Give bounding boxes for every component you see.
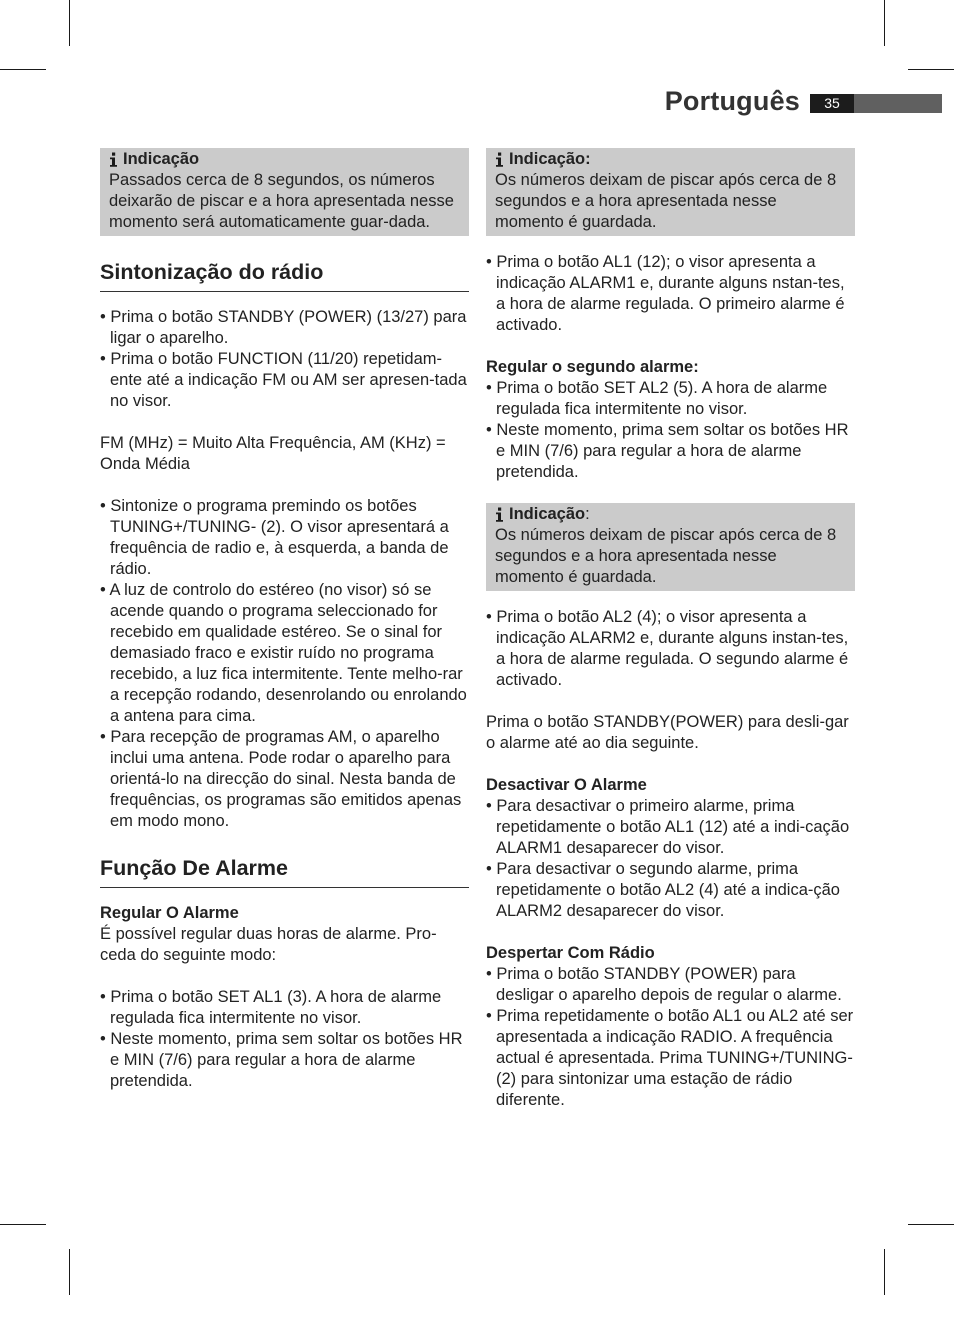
list-item: • Prima o botão FUNCTION (11/20) repetidam-ente até a indicação FM ou AM ser apresen-tada no visor. (100, 350, 467, 410)
list-item: • Prima repetidamente o botão AL1 ou AL2 até ser apresentada a indicação RADIO. A frequência actual é apresentada. Prima TUNING+/TUNING- (2) para sintonizar uma estação de rádio diferente. (486, 1007, 854, 1109)
list-item: • Prima o botão SET AL2 (5). A hora de alarme regulada fica intermitente no visor. (486, 379, 828, 418)
note-title: Indicação (509, 505, 586, 523)
crop-mark (69, 0, 70, 46)
list-item: • Para desactivar o segundo alarme, prima repetidamente o botão AL2 (4) até a indica-ção ALARM2 desaparecer do visor. (486, 860, 840, 920)
subheading: Despertar Com Rádio (486, 944, 655, 962)
paragraph: É possível regular duas horas de alarme. Pro-ceda do seguinte modo: (100, 925, 437, 964)
paragraph: FM (MHz) = Muito Alta Frequência, AM (KHz) = Onda Média (100, 434, 446, 473)
list-item: • A luz de controlo do estéreo (no visor) só se acende quando o programa seleccionado for recebido em qualidade estéreo. Se o sinal for demasiado fraco e existir ruído no programa recebido, a luz fica intermitente. Tente melho-rar a recepção rodando, desenrolando ou enrolando a antena para cima. (100, 581, 467, 725)
list-item: • Para recepção de programas AM, o aparelho inclui uma antena. Pode rodar o aparelho para orientá-lo na direcção do sinal. Nesta banda de frequências, os programas são emitidos apenas em modo mono. (100, 728, 462, 830)
section-heading-alarm: Função De Alarme (100, 855, 469, 888)
list-item: • Prima o botão SET AL1 (3). A hora de alarme regulada fica intermitente no visor. (100, 988, 442, 1027)
paragraph: Prima o botão STANDBY(POWER) para desli-gar o alarme até ao dia seguinte. (486, 713, 849, 752)
right-column (486, 148, 855, 1111)
subheading: Regular O Alarme (100, 904, 239, 922)
note-text: Os números deixam de piscar após cerca de 8 segundos e a hora apresentada nesse momento é guardada. (495, 526, 837, 586)
crop-mark (908, 1224, 954, 1225)
list-item: • Sintonize o programa premindo os botões TUNING+/TUNING- (2). O visor apresentará a frequência de radio e, à esquerda, a banda de rádio. (100, 497, 449, 578)
note-text: Passados cerca de 8 segundos, os números deixarão de piscar e a hora apresentada nesse momento será automaticamente guar-dada. (109, 171, 454, 231)
note-text: Os números deixam de piscar após cerca de 8 segundos e a hora apresentada nesse momento é guardada. (495, 171, 837, 231)
section-heading-radio: Sintonização do rádio (100, 259, 469, 292)
info-icon (495, 507, 504, 522)
info-note (100, 148, 469, 236)
crop-mark (884, 1249, 885, 1295)
crop-mark (69, 1249, 70, 1295)
crop-mark (0, 1224, 46, 1225)
header-bar (854, 94, 942, 113)
info-note (486, 148, 855, 236)
subheading: Desactivar O Alarme (486, 776, 647, 794)
list-item: • Para desactivar o primeiro alarme, prima repetidamente o botão AL1 (12) até a indi-cação ALARM1 desaparecer do visor. (486, 797, 850, 857)
list-item: • Prima o botão AL2 (4); o visor apresenta a indicação ALARM2 e, durante alguns instan-tes, a hora de alarme regulada. O segundo alarme é activado. (486, 608, 849, 689)
crop-mark (0, 69, 46, 70)
left-column (100, 148, 469, 1092)
info-icon (109, 152, 118, 167)
info-note (486, 503, 855, 591)
list-item: • Neste momento, prima sem soltar os botões HR e MIN (7/6) para regular a hora de alarme pretendida. (486, 421, 849, 481)
note-title: Indicação: (509, 150, 591, 168)
note-title-suffix: : (585, 505, 590, 523)
note-title: Indicação (123, 150, 200, 168)
list-item: • Prima o botão AL1 (12); o visor apresenta a indicação ALARM1 e, durante alguns nstan-tes, a hora de alarme regulada. O primeiro alarme é activado. (486, 253, 845, 334)
info-icon (495, 152, 504, 167)
list-item: • Prima o botão STANDBY (POWER) para desligar o aparelho depois de regular o alarme. (486, 965, 842, 1004)
list-item: • Neste momento, prima sem soltar os botões HR e MIN (7/6) para regular a hora de alarme pretendida. (100, 1030, 463, 1090)
page-title: Português (664, 86, 800, 116)
subheading: Regular o segundo alarme: (486, 358, 699, 376)
list-item: • Prima o botão STANDBY (POWER) (13/27) para ligar o aparelho. (100, 308, 467, 347)
crop-mark (908, 69, 954, 70)
page-number: 35 (810, 94, 854, 113)
crop-mark (884, 0, 885, 46)
